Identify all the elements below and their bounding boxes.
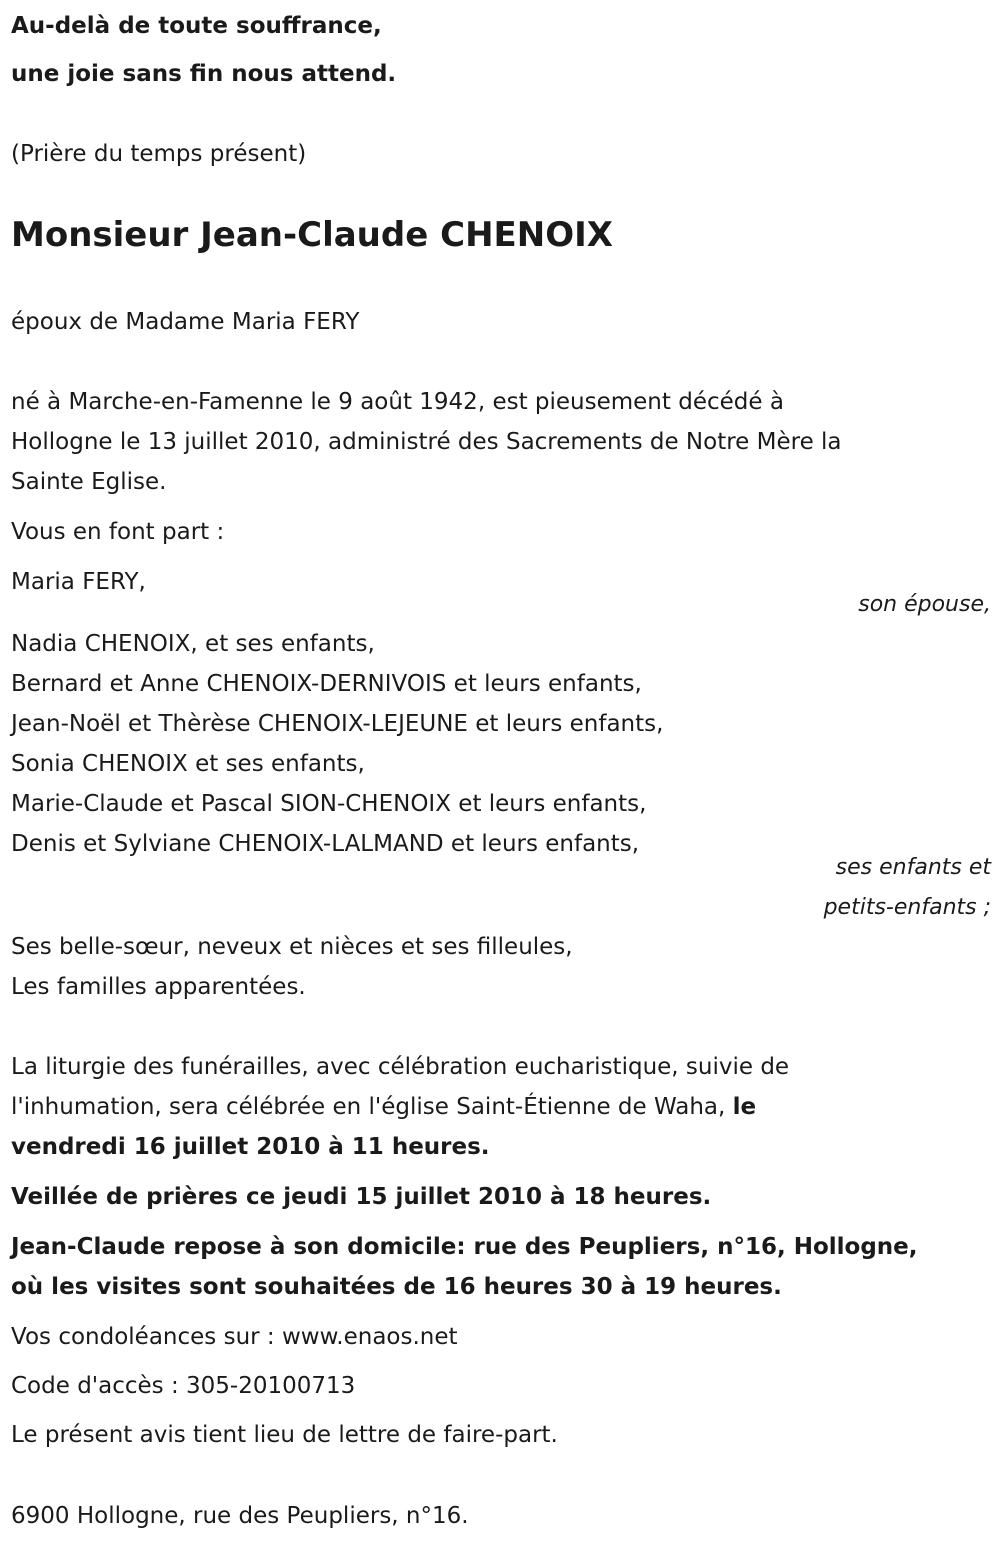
spouse-role: son épouse,	[858, 592, 991, 617]
announcement-intro: Vous en font part :	[11, 519, 225, 545]
rest-line-1: Jean-Claude repose à son domicile: rue des Peupliers, n°16, Hollogne,	[11, 1234, 918, 1260]
child-line: Jean-Noël et Thèrèse CHENOIX-LEJEUNE et leurs enfants,	[11, 711, 664, 737]
spouse-name: Maria FERY,	[11, 569, 146, 595]
bio-line-2: Hollogne le 13 juillet 2010, administré des Sacrements de Notre Mère la	[11, 429, 842, 455]
access-code-line: Code d'accès : 305-20100713	[11, 1373, 356, 1399]
child-line: Bernard et Anne CHENOIX-DERNIVOIS et leurs enfants,	[11, 671, 642, 697]
liturgy-line-2-bold: le	[732, 1094, 757, 1120]
liturgy-line-2	[11, 1087, 756, 1127]
address-line: 6900 Hollogne, rue des Peupliers, n°16.	[11, 1503, 469, 1529]
bio-line-3: Sainte Eglise.	[11, 469, 167, 495]
child-line: Nadia CHENOIX, et ses enfants,	[11, 631, 375, 657]
child-line: Sonia CHENOIX et ses enfants,	[11, 751, 365, 777]
liturgy-line-3: vendredi 16 juillet 2010 à 11 heures.	[11, 1134, 490, 1160]
children-role-line-2: petits-enfants ;	[823, 895, 991, 920]
child-line: Marie-Claude et Pascal SION-CHENOIX et leurs enfants,	[11, 791, 647, 817]
others-line-1: Ses belle-sœur, neveux et nièces et ses filleules,	[11, 934, 573, 960]
others-line-2: Les familles apparentées.	[11, 974, 306, 1000]
liturgy-line-2-text: l'inhumation, sera célébrée en l'église Saint-Étienne de Waha,	[11, 1094, 726, 1120]
condolences-line: Vos condoléances sur : www.enaos.net	[11, 1324, 458, 1350]
rest-line-2: où les visites sont souhaitées de 16 heures 30 à 19 heures.	[11, 1274, 782, 1300]
child-line: Denis et Sylviane CHENOIX-LALMAND et leurs enfants,	[11, 831, 640, 857]
deceased-name: Monsieur Jean-Claude CHENOIX	[11, 215, 613, 255]
verse-source: (Prière du temps présent)	[11, 141, 307, 167]
liturgy-line-1: La liturgie des funérailles, avec célébration eucharistique, suivie de	[11, 1054, 790, 1080]
children-role-line-1: ses enfants et	[835, 855, 991, 880]
notice-line: Le présent avis tient lieu de lettre de faire-part.	[11, 1422, 558, 1448]
obituary-notice	[11, 0, 991, 1551]
verse-line-2: une joie sans fin nous attend.	[11, 61, 397, 87]
bio-line-1: né à Marche-en-Famenne le 9 août 1942, est pieusement décédé à	[11, 389, 784, 415]
vigil-line: Veillée de prières ce jeudi 15 juillet 2010 à 18 heures.	[11, 1184, 712, 1210]
verse-line-1: Au-delà de toute souffrance,	[11, 13, 382, 39]
spouse-line: époux de Madame Maria FERY	[11, 309, 360, 335]
